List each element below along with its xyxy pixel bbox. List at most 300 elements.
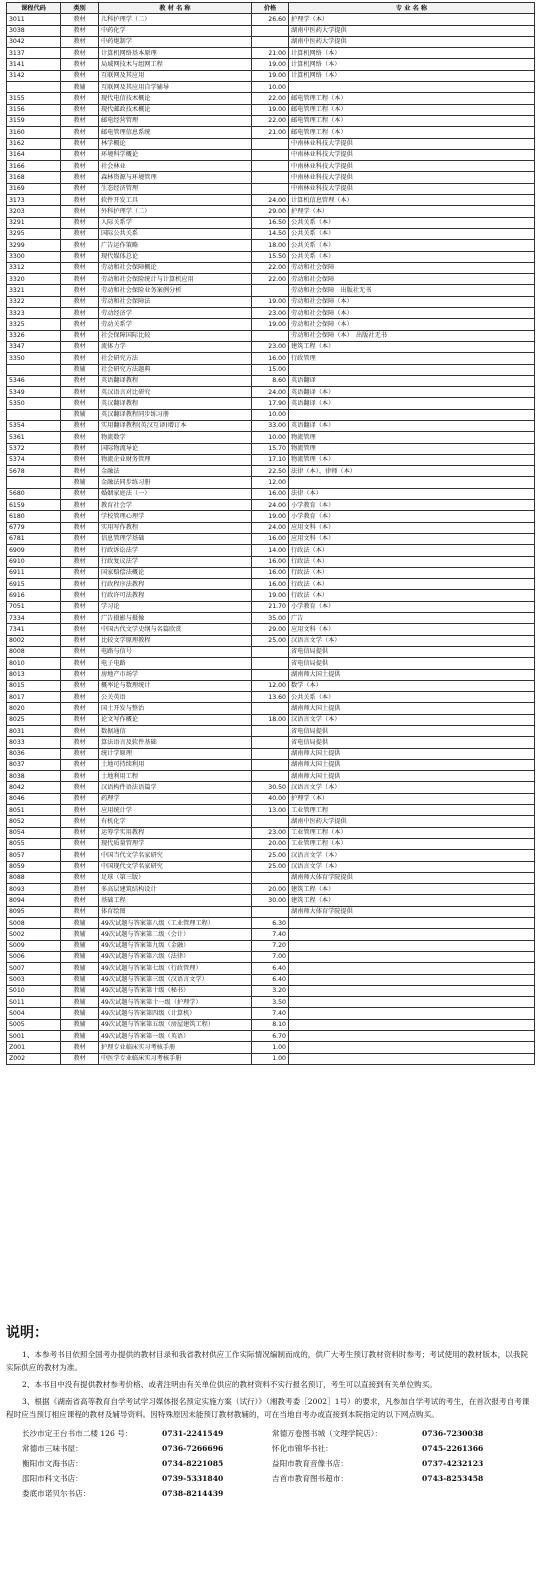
course-code-cell: [7, 364, 61, 375]
major-cell: 计算机网络（本）: [289, 48, 535, 59]
book-name-cell: 汉语构件语法语篇学: [99, 782, 252, 793]
book-name-cell: 婚姻家庭法（一）: [99, 488, 252, 499]
major-cell: 汉语言文学（本）: [289, 861, 535, 872]
course-code-cell: 3155: [7, 93, 61, 104]
major-cell: 小学教育（本）: [289, 500, 535, 511]
major-cell: [289, 974, 535, 985]
major-cell: 汉语言文学（本）: [289, 635, 535, 646]
book-name-cell: 49次试题与答案第五级（房屋建筑工程）: [99, 1019, 252, 1030]
price-cell: [252, 906, 289, 917]
major-cell: 汉语言文学（本）: [289, 782, 535, 793]
major-cell: 湖南师大国土提供: [289, 748, 535, 759]
price-cell: [252, 703, 289, 714]
book-name-cell: 实用写作教程: [99, 522, 252, 533]
course-code-cell: 5361: [7, 432, 61, 443]
table-row: [7, 104, 535, 115]
table-row: [7, 579, 535, 590]
book-name-cell: 社会林业: [99, 161, 252, 172]
course-code-cell: 8054: [7, 827, 61, 838]
course-code-cell: 3295: [7, 228, 61, 239]
book-name-cell: 现代邮政技术概论: [99, 104, 252, 115]
table-row: [7, 511, 535, 522]
category-cell: 教材: [61, 240, 99, 251]
table-row: [7, 443, 535, 454]
table-header-row: [7, 3, 535, 14]
table-row: [7, 714, 535, 725]
book-name-cell: 互联网及其应用: [99, 70, 252, 81]
table-row: [7, 70, 535, 81]
book-name-cell: 儿科护理学（二）: [99, 14, 252, 25]
course-code-cell: 3321: [7, 285, 61, 296]
price-cell: 17.90: [252, 398, 289, 409]
price-cell: 21.70: [252, 601, 289, 612]
store-phone: 0736-7266696: [162, 1444, 224, 1453]
table-row: [7, 997, 535, 1008]
category-cell: 教材: [61, 635, 99, 646]
major-cell: [289, 409, 535, 420]
price-cell: 19.00: [252, 511, 289, 522]
major-cell: 湖南师大体育学院提供: [289, 906, 535, 917]
category-cell: 教材: [61, 726, 99, 737]
book-name-cell: 物流企业财务管理: [99, 454, 252, 465]
category-cell: 教辅: [61, 918, 99, 929]
category-cell: 教辅: [61, 364, 99, 375]
major-cell: [289, 985, 535, 996]
table-row: [7, 624, 535, 635]
book-name-cell: 学习论: [99, 601, 252, 612]
course-code-cell: 8052: [7, 816, 61, 827]
category-cell: 教材: [61, 319, 99, 330]
store-name: 常德市三味书屋：: [22, 1444, 83, 1453]
note-paragraph-3: 3、根据《湖南省高等教育自学考试学习媒体报名预定实施方案（试行）》（湘教考委［2002］1号）的要求，凡参加自学考试的考生，在首次报考自考课程时应当预订相应课程的教材及辅导资料。因特殊原因未能预订教材教辅的，可在当地自考办或直接到本院指定的以下网点购买。: [6, 1397, 530, 1419]
book-name-cell: 现代媒体总论: [99, 251, 252, 262]
price-cell: [252, 737, 289, 748]
table-row: [7, 353, 535, 364]
major-cell: 广告: [289, 613, 535, 624]
course-code-cell: 3038: [7, 25, 61, 36]
course-code-cell: 6910: [7, 556, 61, 567]
book-name-cell: 中国现代文学名家研究: [99, 861, 252, 872]
price-cell: 7.00: [252, 951, 289, 962]
table-row: [7, 884, 535, 895]
category-cell: 教材: [61, 149, 99, 160]
category-cell: 教材: [61, 500, 99, 511]
category-cell: 教材: [61, 613, 99, 624]
price-cell: [252, 816, 289, 827]
book-name-cell: 49次试题与答案第七级（行政管理）: [99, 963, 252, 974]
course-code-cell: 3168: [7, 172, 61, 183]
category-cell: 教辅: [61, 409, 99, 420]
book-name-cell: 学校管理心理学: [99, 511, 252, 522]
major-cell: 建筑工程（本）: [289, 341, 535, 352]
book-name-cell: 49次试题与答案第一级（英语）: [99, 1031, 252, 1042]
price-cell: 16.00: [252, 353, 289, 364]
table-row: [7, 262, 535, 273]
price-cell: 29.00: [252, 624, 289, 635]
table-row: [7, 454, 535, 465]
table-row: [7, 748, 535, 759]
book-name-cell: 论文写作概论: [99, 714, 252, 725]
header-course-code: 课程代码: [7, 3, 61, 14]
major-cell: 工业管理工程（本）: [289, 827, 535, 838]
major-cell: 省电信局提供: [289, 658, 535, 669]
course-code-cell: 3011: [7, 14, 61, 25]
category-cell: 教材: [61, 850, 99, 861]
table-row: [7, 409, 535, 420]
category-cell: 教辅: [61, 997, 99, 1008]
major-cell: [289, 477, 535, 488]
course-code-cell: [7, 477, 61, 488]
book-name-cell: 劳动经济学: [99, 308, 252, 319]
category-cell: 教辅: [61, 985, 99, 996]
major-cell: 劳动和社会保障: [289, 262, 535, 273]
book-name-cell: 49次试题与答案第十级（秘书）: [99, 985, 252, 996]
category-cell: 教材: [61, 590, 99, 601]
table-row: [7, 172, 535, 183]
table-row: [7, 726, 535, 737]
price-cell: 7.40: [252, 929, 289, 940]
major-cell: [289, 1031, 535, 1042]
price-cell: 15.50: [252, 251, 289, 262]
major-cell: 法律（本）、律师（本）: [289, 466, 535, 477]
course-code-cell: 6915: [7, 579, 61, 590]
header-book-name: 教 材 名 称: [99, 3, 252, 14]
table-row: [7, 951, 535, 962]
price-cell: 19.00: [252, 590, 289, 601]
major-cell: 法律（本）: [289, 488, 535, 499]
course-code-cell: 5680: [7, 488, 61, 499]
price-cell: 7.40: [252, 1008, 289, 1019]
major-cell: 建筑工程（本）: [289, 895, 535, 906]
category-cell: 教材: [61, 669, 99, 680]
price-cell: [252, 658, 289, 669]
book-name-cell: 人际关系学: [99, 217, 252, 228]
major-cell: 行政法（本）: [289, 556, 535, 567]
major-cell: 行政法（本）: [289, 567, 535, 578]
major-cell: 中南林业科技大学提供: [289, 172, 535, 183]
major-cell: 湖南师大国土提供: [289, 759, 535, 770]
price-cell: 16.00: [252, 567, 289, 578]
course-code-cell: 3291: [7, 217, 61, 228]
major-cell: [289, 940, 535, 951]
book-name-cell: 中国当代文学名家研究: [99, 850, 252, 861]
course-code-cell: 8042: [7, 782, 61, 793]
course-code-cell: S004: [7, 1008, 61, 1019]
course-code-cell: 5374: [7, 454, 61, 465]
category-cell: 教材: [61, 838, 99, 849]
store-phone: 0731-2241549: [162, 1429, 224, 1438]
major-cell: 护理学（本）: [289, 793, 535, 804]
major-cell: [289, 364, 535, 375]
major-cell: [289, 82, 535, 93]
price-cell: [252, 183, 289, 194]
major-cell: 行政法（本）: [289, 545, 535, 556]
price-cell: 24.00: [252, 387, 289, 398]
store-phone: 0737-4232123: [422, 1459, 484, 1468]
notes-section: [6, 1322, 534, 1500]
book-name-cell: 行政复议法学: [99, 556, 252, 567]
table-row: [7, 420, 535, 431]
major-cell: 劳动和社会保障（本） 出版社无书: [289, 330, 535, 341]
category-cell: 教材: [61, 195, 99, 206]
store-phone: 0734-8221085: [162, 1459, 224, 1468]
category-cell: 教材: [61, 816, 99, 827]
price-cell: 16.00: [252, 533, 289, 544]
price-cell: 16.00: [252, 556, 289, 567]
category-cell: 教材: [61, 138, 99, 149]
course-code-cell: 8095: [7, 906, 61, 917]
course-code-cell: 6779: [7, 522, 61, 533]
table-row: [7, 488, 535, 499]
category-cell: 教材: [61, 906, 99, 917]
book-name-cell: 药理学: [99, 793, 252, 804]
price-cell: 1.00: [252, 1042, 289, 1053]
price-cell: 16.00: [252, 579, 289, 590]
major-cell: 湖南师大国土提供: [289, 669, 535, 680]
course-code-cell: 8057: [7, 850, 61, 861]
category-cell: 教辅: [61, 82, 99, 93]
major-cell: 公共关系（本）: [289, 251, 535, 262]
table-row: [7, 364, 535, 375]
category-cell: 教材: [61, 398, 99, 409]
book-name-cell: 英汉翻译教程: [99, 398, 252, 409]
category-cell: 教材: [61, 556, 99, 567]
price-cell: 6.30: [252, 918, 289, 929]
major-cell: 护理学（本）: [289, 206, 535, 217]
course-code-cell: S003: [7, 974, 61, 985]
book-name-cell: 房地产市场学: [99, 669, 252, 680]
book-name-cell: 现代电信技术概论: [99, 93, 252, 104]
price-cell: 22.00: [252, 93, 289, 104]
table-row: [7, 115, 535, 126]
table-row: [7, 1053, 535, 1064]
book-name-cell: 教育社会学: [99, 500, 252, 511]
course-code-cell: 3326: [7, 330, 61, 341]
major-cell: 中南林业科技大学提供: [289, 138, 535, 149]
book-name-cell: 国际公共关系: [99, 228, 252, 239]
table-row: [7, 646, 535, 657]
price-cell: 14.00: [252, 545, 289, 556]
major-cell: 邮电管理工程（本）: [289, 115, 535, 126]
book-name-cell: 实用翻译教程(英汉互译)增订本: [99, 420, 252, 431]
category-cell: 教材: [61, 646, 99, 657]
table-row: [7, 782, 535, 793]
course-code-cell: 8025: [7, 714, 61, 725]
store-phone: 0738-8214439: [162, 1489, 224, 1498]
course-code-cell: 8020: [7, 703, 61, 714]
category-cell: 教材: [61, 714, 99, 725]
category-cell: 教材: [61, 624, 99, 635]
book-name-cell: 土地可持续利用: [99, 759, 252, 770]
price-cell: [252, 161, 289, 172]
book-name-cell: 算法语言及软件基础: [99, 737, 252, 748]
category-cell: 教辅: [61, 1019, 99, 1030]
header-major: 专 业 名 称: [289, 3, 535, 14]
table-row: [7, 522, 535, 533]
table-row: [7, 601, 535, 612]
course-code-cell: 3169: [7, 183, 61, 194]
price-cell: 20.00: [252, 884, 289, 895]
book-name-cell: 应用统计学: [99, 805, 252, 816]
course-code-cell: 3159: [7, 115, 61, 126]
price-cell: 22.50: [252, 466, 289, 477]
major-cell: [289, 1053, 535, 1064]
category-cell: 教材: [61, 443, 99, 454]
table-row: [7, 398, 535, 409]
course-code-cell: 8008: [7, 646, 61, 657]
price-cell: 7.20: [252, 940, 289, 951]
book-name-cell: 49次试题与答案第九级（金融）: [99, 940, 252, 951]
table-row: [7, 635, 535, 646]
book-name-cell: 足球（第三版）: [99, 872, 252, 883]
major-cell: 物流管理: [289, 443, 535, 454]
table-row: [7, 838, 535, 849]
course-code-cell: 8059: [7, 861, 61, 872]
price-cell: 33.00: [252, 420, 289, 431]
price-cell: 15.00: [252, 364, 289, 375]
category-cell: 教材: [61, 161, 99, 172]
book-name-cell: 广告运作策略: [99, 240, 252, 251]
major-cell: 行政法（本）: [289, 579, 535, 590]
store-name: 怀化市锦华书社：: [272, 1444, 333, 1453]
price-cell: 6.40: [252, 974, 289, 985]
table-row: [7, 963, 535, 974]
price-cell: 40.00: [252, 793, 289, 804]
store-name: 益阳市教育音像书店：: [272, 1459, 348, 1468]
course-code-cell: S006: [7, 951, 61, 962]
price-cell: 10.00: [252, 82, 289, 93]
course-code-cell: 8094: [7, 895, 61, 906]
table-row: [7, 827, 535, 838]
category-cell: 教材: [61, 488, 99, 499]
category-cell: 教材: [61, 737, 99, 748]
major-cell: 工业管理工程（本）: [289, 838, 535, 849]
major-cell: 省电信局提供: [289, 726, 535, 737]
store-name: 常德万卷图书城（文理学院店）：: [272, 1429, 383, 1438]
book-name-cell: 概率论与数理统计: [99, 680, 252, 691]
price-cell: 19.00: [252, 104, 289, 115]
book-name-cell: 广告摄影与摄像: [99, 613, 252, 624]
price-cell: 16.00: [252, 488, 289, 499]
course-code-cell: [7, 82, 61, 93]
book-name-cell: 外科护理学（二）: [99, 206, 252, 217]
major-cell: 应用文科（本）: [289, 533, 535, 544]
price-cell: 10.00: [252, 432, 289, 443]
course-code-cell: S001: [7, 1031, 61, 1042]
category-cell: 教材: [61, 895, 99, 906]
book-name-cell: 英汉语言对比研究: [99, 387, 252, 398]
category-cell: 教材: [61, 748, 99, 759]
category-cell: 教材: [61, 308, 99, 319]
price-cell: [252, 330, 289, 341]
book-name-cell: 劳动和社会保险业务案例分析: [99, 285, 252, 296]
course-code-cell: 8046: [7, 793, 61, 804]
category-cell: 教辅: [61, 1008, 99, 1019]
book-name-cell: 49次试题与答案第二级（会计）: [99, 929, 252, 940]
major-cell: 劳动和社会保障: [289, 274, 535, 285]
table-row: [7, 805, 535, 816]
store-list: [6, 1427, 534, 1500]
header-price: 价格: [252, 3, 289, 14]
table-row: [7, 195, 535, 206]
price-cell: 6.40: [252, 963, 289, 974]
textbook-table: [6, 2, 535, 1065]
category-cell: 教材: [61, 172, 99, 183]
course-code-cell: 7341: [7, 624, 61, 635]
table-row: [7, 669, 535, 680]
table-row: [7, 906, 535, 917]
price-cell: 30.00: [252, 895, 289, 906]
category-cell: 教材: [61, 884, 99, 895]
table-row: [7, 161, 535, 172]
course-code-cell: 3203: [7, 206, 61, 217]
course-code-cell: S010: [7, 985, 61, 996]
course-code-cell: 8055: [7, 838, 61, 849]
major-cell: [289, 1019, 535, 1030]
price-cell: [252, 149, 289, 160]
book-name-cell: 社会研究方法: [99, 353, 252, 364]
category-cell: 教材: [61, 36, 99, 47]
price-cell: 13.00: [252, 805, 289, 816]
course-code-cell: 3141: [7, 59, 61, 70]
note-paragraph-1: 1、本参考书目依照全国考办提供的教材目录和我省教材供应工作实际情况编制而成的，供广大考生预订教材资料时参考；考试使用的教材版本，以我院实际供应的教材为准。: [6, 1350, 529, 1372]
course-code-cell: 8015: [7, 680, 61, 691]
store-name: 邵阳市科文书店：: [22, 1474, 83, 1483]
table-row: [7, 974, 535, 985]
book-name-cell: 林学概论: [99, 138, 252, 149]
book-name-cell: 劳动关系学: [99, 319, 252, 330]
book-name-cell: 计算机网络基本原理: [99, 48, 252, 59]
book-name-cell: 物流数学: [99, 432, 252, 443]
table-row: [7, 590, 535, 601]
table-row: [7, 929, 535, 940]
book-name-cell: 英语翻译教程: [99, 375, 252, 386]
book-name-cell: 劳动和社会保障法: [99, 296, 252, 307]
category-cell: 教辅: [61, 1031, 99, 1042]
table-row: [7, 737, 535, 748]
course-code-cell: 3322: [7, 296, 61, 307]
book-name-cell: 金融法: [99, 466, 252, 477]
category-cell: 教材: [61, 579, 99, 590]
book-name-cell: 数据通信: [99, 726, 252, 737]
major-cell: 公共关系（本）: [289, 217, 535, 228]
course-code-cell: S005: [7, 1019, 61, 1030]
category-cell: 教材: [61, 183, 99, 194]
table-row: [7, 1019, 535, 1030]
table-row: [7, 985, 535, 996]
category-cell: 教材: [61, 93, 99, 104]
course-code-cell: 3323: [7, 308, 61, 319]
major-cell: [289, 929, 535, 940]
table-row: [7, 251, 535, 262]
table-row: [7, 206, 535, 217]
book-name-cell: 邮电管理信息系统: [99, 127, 252, 138]
table-row: [7, 59, 535, 70]
book-name-cell: 49次试题与答案第三级（汉语言文学）: [99, 974, 252, 985]
course-code-cell: S007: [7, 963, 61, 974]
table-row: [7, 861, 535, 872]
category-cell: 教材: [61, 420, 99, 431]
major-cell: [289, 951, 535, 962]
major-cell: [289, 963, 535, 974]
table-row: [7, 793, 535, 804]
major-cell: 邮电管理工程（本）: [289, 104, 535, 115]
category-cell: 教材: [61, 70, 99, 81]
category-cell: 教材: [61, 511, 99, 522]
price-cell: 22.00: [252, 262, 289, 273]
category-cell: 教材: [61, 251, 99, 262]
course-code-cell: 6781: [7, 533, 61, 544]
